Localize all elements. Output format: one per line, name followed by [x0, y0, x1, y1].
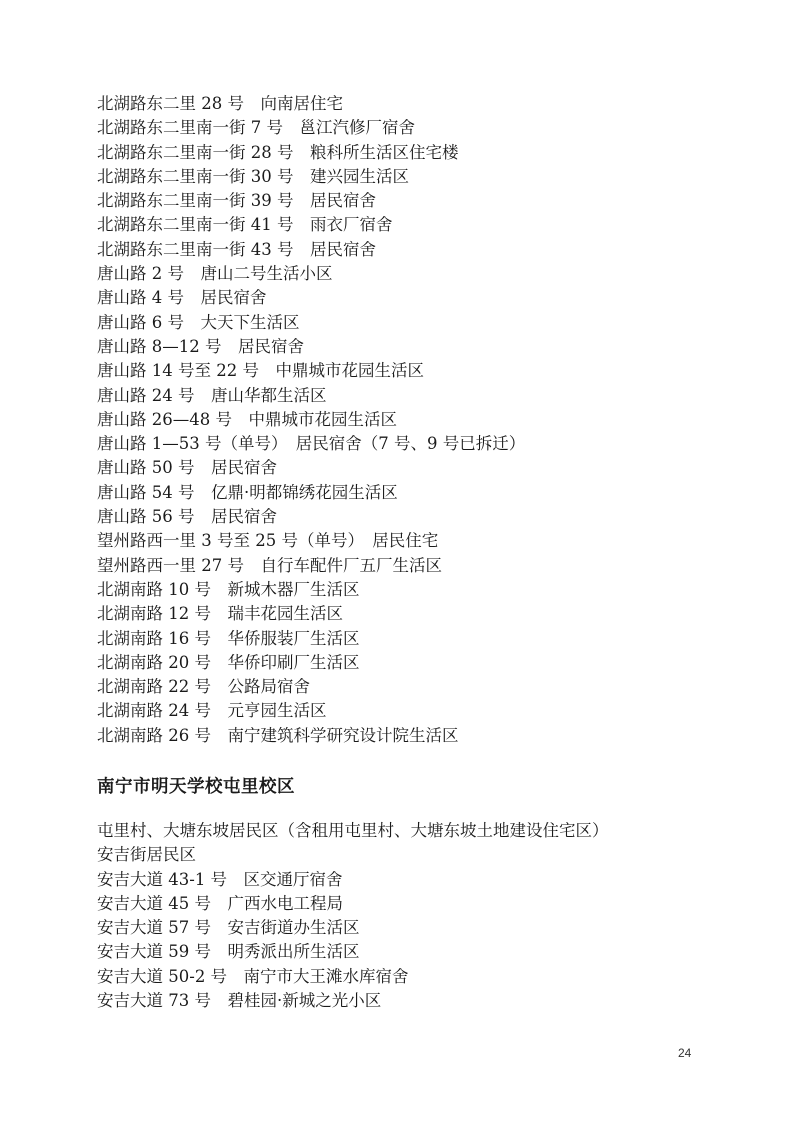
- address-line: 安吉大道 59 号 明秀派出所生活区: [97, 942, 360, 962]
- address-line: 北湖路东二里南一街 7 号 邕江汽修厂宿舍: [97, 118, 415, 138]
- address-line: 北湖路东二里南一街 28 号 粮科所生活区住宅楼: [97, 142, 459, 162]
- address-line: 唐山路 26—48 号 中鼎城市花园生活区: [97, 409, 397, 429]
- address-line: 安吉街居民区: [97, 845, 196, 865]
- address-line: 唐山路 54 号 亿鼎·明都锦绣花园生活区: [97, 482, 398, 502]
- address-line: 屯里村、大塘东坡居民区（含租用屯里村、大塘东坡土地建设住宅区）: [97, 821, 609, 840]
- address-line: 安吉大道 50-2 号 南宁市大王滩水库宿舍: [97, 966, 409, 986]
- address-line: 北湖南路 16 号 华侨服装厂生活区: [97, 628, 360, 648]
- address-line: 北湖路东二里南一街 41 号 雨衣厂宿舍: [97, 215, 393, 235]
- address-line: 北湖路东二里南一街 39 号 居民宿舍: [97, 191, 376, 211]
- address-line: 北湖南路 24 号 元亨园生活区: [97, 701, 327, 721]
- address-line: 唐山路 56 号 居民宿舍: [97, 507, 277, 527]
- address-line: 北湖南路 26 号 南宁建筑科学研究设计院生活区: [97, 725, 459, 745]
- address-line: 安吉大道 45 号 广西水电工程局: [97, 893, 343, 913]
- address-line: 北湖路东二里 28 号 向南居住宅: [97, 94, 343, 113]
- address-line: 唐山路 8—12 号 居民宿舍: [97, 336, 304, 356]
- page-number: 24: [678, 1046, 692, 1060]
- address-line: 唐山路 4 号 居民宿舍: [97, 288, 267, 308]
- address-line: 安吉大道 73 号 碧桂园·新城之光小区: [97, 991, 382, 1011]
- address-line: 安吉大道 43-1 号 区交通厅宿舍: [97, 869, 343, 889]
- address-list-2: [97, 819, 777, 1013]
- address-list-1: [97, 92, 777, 748]
- address-line: 北湖南路 22 号 公路局宿舍: [97, 677, 310, 697]
- address-line: 安吉大道 57 号 安吉街道办生活区: [97, 918, 360, 938]
- address-line: 唐山路 6 号 大天下生活区: [97, 312, 300, 332]
- address-line: 唐山路 2 号 唐山二号生活小区: [97, 264, 333, 284]
- address-line: 北湖路东二里南一街 30 号 建兴园生活区: [97, 166, 409, 186]
- address-line: 北湖南路 10 号 新城木器厂生活区: [97, 579, 360, 599]
- address-line: 唐山路 14 号至 22 号 中鼎城市花园生活区: [97, 361, 424, 381]
- address-line: 唐山路 50 号 居民宿舍: [97, 458, 277, 478]
- section-heading: 南宁市明天学校屯里校区: [97, 777, 295, 797]
- address-line: 望州路西一里 3 号至 25 号（单号） 居民住宅: [97, 531, 439, 551]
- address-line: 唐山路 1—53 号（单号） 居民宿舍（7 号、9 号已拆迁）: [97, 434, 526, 454]
- address-line: 北湖南路 20 号 华侨印刷厂生活区: [97, 652, 360, 672]
- address-line: 望州路西一里 27 号 自行车配件厂五厂生活区: [97, 555, 442, 575]
- address-line: 北湖南路 12 号 瑞丰花园生活区: [97, 604, 343, 624]
- address-line: 唐山路 24 号 唐山华都生活区: [97, 385, 327, 405]
- address-line: 北湖路东二里南一街 43 号 居民宿舍: [97, 239, 376, 259]
